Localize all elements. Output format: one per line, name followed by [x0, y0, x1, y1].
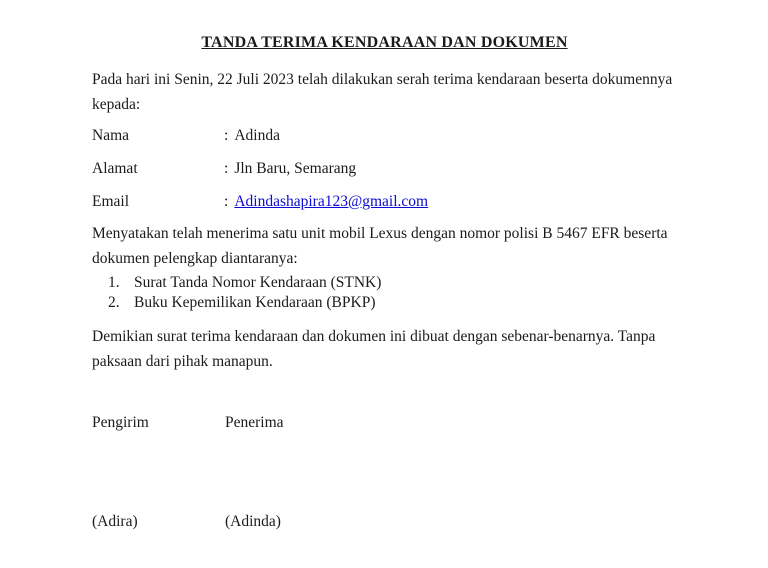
field-value-alamat: Jln Baru, Semarang — [234, 160, 357, 177]
receiver-role-label: Penerima — [225, 414, 284, 431]
field-separator: : — [224, 193, 229, 210]
field-row-email — [92, 189, 677, 214]
list-item-text: Surat Tanda Nomor Kendaraan (STNK) — [134, 274, 382, 291]
recipient-fields — [92, 123, 677, 214]
field-row-alamat — [92, 156, 677, 181]
list-item — [92, 273, 677, 293]
field-label: Alamat — [92, 160, 138, 177]
sender-name-label: (Adira) — [92, 513, 138, 530]
field-separator: : — [224, 127, 229, 144]
documents-list — [92, 273, 677, 313]
signature-names-row — [92, 509, 677, 534]
email-link[interactable]: Adindashapira123@gmail.com — [234, 193, 429, 210]
field-label: Nama — [92, 127, 130, 144]
field-separator: : — [224, 160, 229, 177]
list-item-text: Buku Kepemilikan Kendaraan (BPKP) — [134, 294, 376, 311]
list-item-number: 1. — [108, 274, 120, 291]
closing-paragraph: Demikian surat terima kendaraan dan dokumen ini dibuat dengan sebenar-benarnya. Tanpa paksaan dari pihak manapun. — [92, 328, 656, 370]
receiver-name-label: (Adinda) — [225, 513, 281, 530]
field-label: Email — [92, 193, 130, 210]
intro-paragraph: Pada hari ini Senin, 22 Juli 2023 telah dilakukan serah terima kendaraan beserta dokumennya kepada: — [92, 71, 673, 113]
sender-role-label: Pengirim — [92, 414, 149, 431]
list-item-number: 2. — [108, 294, 120, 311]
list-item — [92, 293, 677, 313]
statement-paragraph: Menyatakan telah menerima satu unit mobil Lexus dengan nomor polisi B 5467 EFR beserta dokumen pelengkap diantaranya: — [92, 225, 668, 267]
field-row-nama — [92, 123, 677, 148]
signature-roles-row — [92, 410, 677, 435]
document-title: TANDA TERIMA KENDARAAN DAN DOKUMEN — [201, 34, 568, 51]
field-value-nama: Adinda — [234, 127, 280, 144]
